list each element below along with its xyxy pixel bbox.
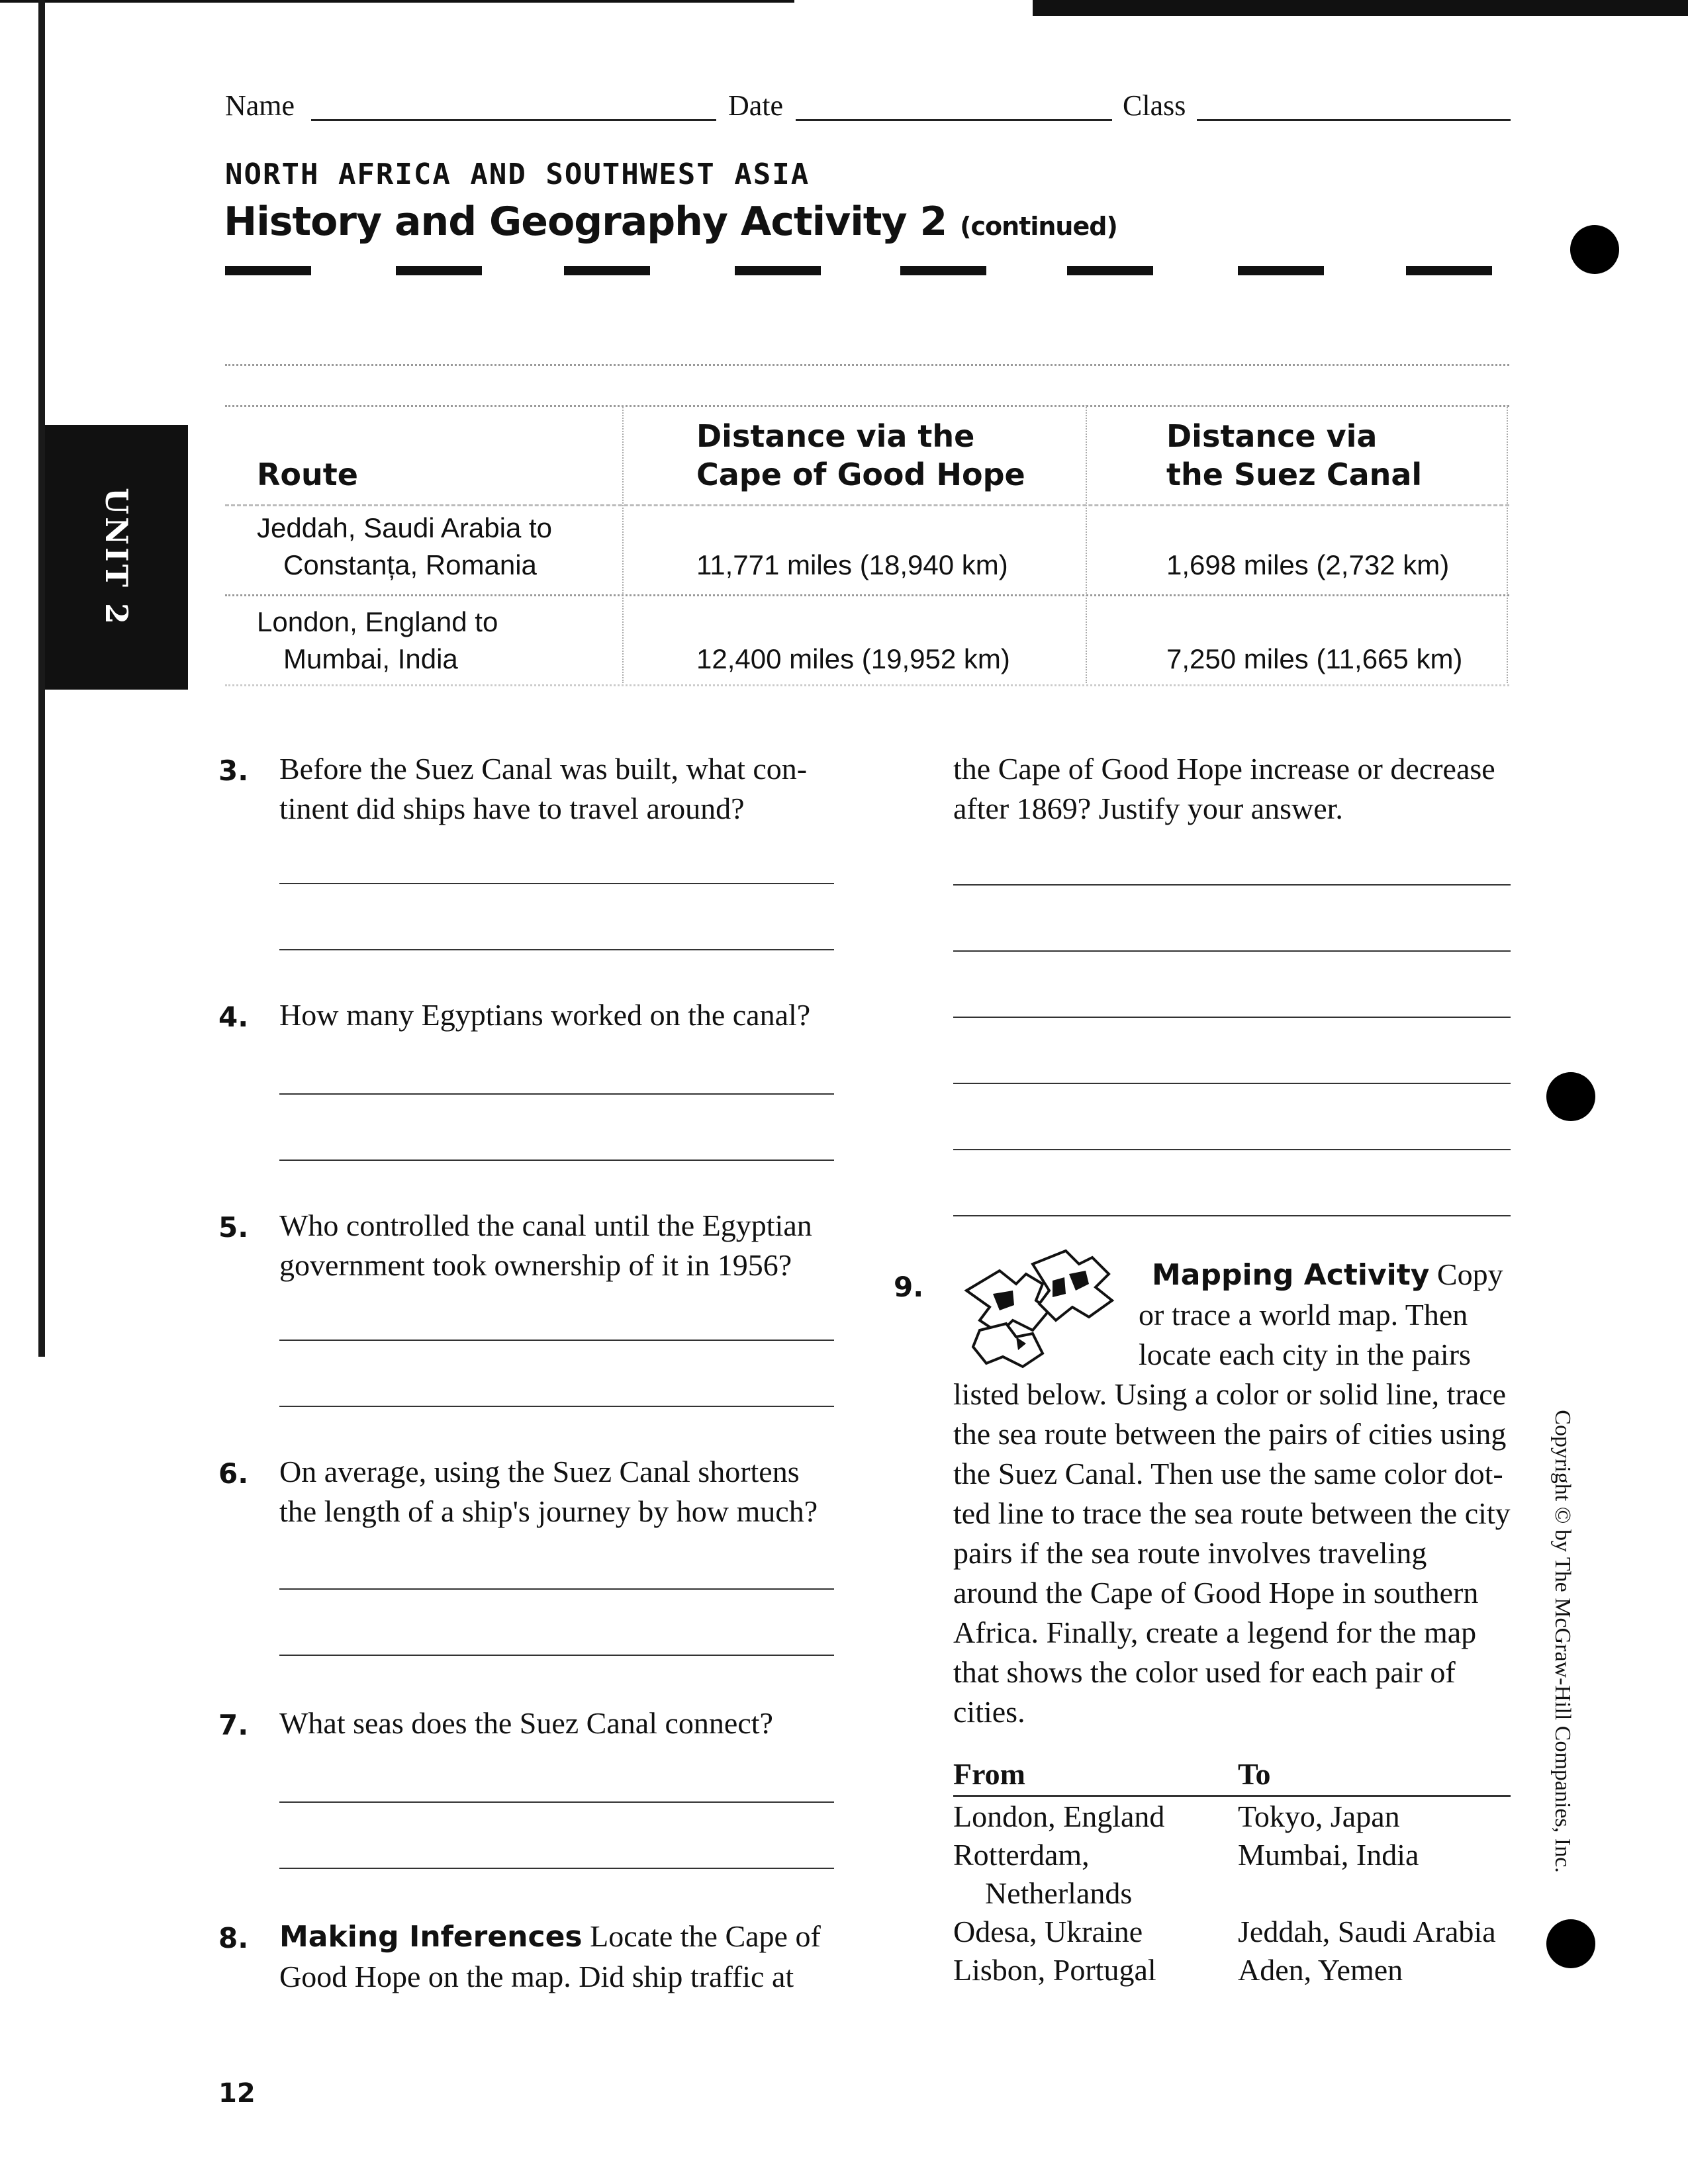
list-item: Jeddah, Saudi Arabia (1238, 1915, 1496, 1948)
question-8-line2: Good Hope on the map. Did ship traffic at (279, 1960, 794, 1993)
table-header-suez (1166, 417, 1422, 494)
scan-top-edge (0, 0, 1688, 16)
name-label: Name (225, 89, 295, 122)
question-9-line: Africa. Finally, create a legend for the map (953, 1615, 1477, 1649)
question-8-line1: Locate the Cape of (590, 1919, 821, 1953)
copyright-notice: Copyright © by The McGraw-Hill Companies, Inc. (1550, 1410, 1575, 1873)
question-9-lead: Mapping Activity (1152, 1258, 1430, 1292)
question-9-line: that shows the color used for each pair of (953, 1655, 1456, 1689)
class-field[interactable] (1197, 119, 1511, 121)
date-label: Date (728, 89, 784, 122)
question-9-line: or trace a world map. Then (1139, 1298, 1468, 1332)
header-cape-line2: Cape of Good Hope (696, 457, 1025, 492)
question-9-text (953, 1255, 1511, 1732)
question-4-number: 4. (218, 1001, 249, 1033)
header-suez-line1: Distance via (1166, 418, 1378, 454)
question-8-continued (953, 749, 1495, 829)
answer-line-3a[interactable] (279, 883, 834, 884)
hole-punch-top (1570, 225, 1619, 274)
question-9-number: 9. (894, 1271, 924, 1303)
answer-line-8c[interactable] (953, 1017, 1511, 1018)
list-item: Tokyo, Japan (1238, 1799, 1400, 1833)
unit-tab (45, 425, 188, 690)
question-3-number: 3. (218, 754, 249, 787)
page-number: 12 (218, 2078, 256, 2109)
answer-line-8f[interactable] (953, 1215, 1511, 1216)
suez-distance: 7,250 miles (11,665 km) (1166, 643, 1463, 674)
answer-line-8e[interactable] (953, 1149, 1511, 1150)
question-6-number: 6. (218, 1457, 249, 1490)
answer-line-6b[interactable] (279, 1655, 834, 1656)
question-3-line1: Before the Suez Canal was built, what con- (279, 752, 808, 786)
hole-punch-middle (1546, 1072, 1595, 1121)
table-header-cape (696, 417, 1025, 494)
question-9-line: cities. (953, 1695, 1025, 1729)
city-to-list (1238, 1797, 1496, 1989)
list-item: Odesa, Ukraine (953, 1915, 1143, 1948)
city-table-header-to: To (1238, 1757, 1271, 1791)
question-8-lead: Making Inferences (279, 1920, 583, 1954)
list-item: Aden, Yemen (1238, 1953, 1403, 1987)
question-9-line: around the Cape of Good Hope in southern (953, 1576, 1479, 1610)
header-cape-line1: Distance via the (696, 418, 975, 454)
question-6-text (279, 1452, 818, 1531)
list-item: London, England (953, 1799, 1165, 1833)
list-item: Lisbon, Portugal (953, 1953, 1156, 1987)
list-item: Rotterdam, (953, 1838, 1090, 1872)
hole-punch-bottom (1546, 1919, 1595, 1968)
question-7-text: What seas does the Suez Canal connect? (279, 1706, 773, 1740)
class-label: Class (1123, 89, 1186, 122)
route-distance-table (225, 344, 1509, 688)
question-9-line: pairs if the sea route involves traveling (953, 1536, 1427, 1570)
question-5-line2: government took ownership of it in 1956? (279, 1248, 792, 1282)
answer-line-8a[interactable] (953, 884, 1511, 886)
question-5-line1: Who controlled the canal until the Egyptian (279, 1208, 812, 1242)
table-row (257, 604, 498, 678)
title-rule (225, 266, 1503, 275)
route-line2: Constanța, Romania (283, 549, 537, 580)
question-4-text: How many Egyptians worked on the canal? (279, 998, 811, 1032)
answer-line-4b[interactable] (279, 1160, 834, 1161)
answer-line-5b[interactable] (279, 1406, 834, 1407)
date-field[interactable] (796, 119, 1112, 121)
city-table-rule (953, 1795, 1511, 1797)
question-8-cont-line1: the Cape of Good Hope increase or decrease (953, 752, 1495, 786)
question-9-line: Copy (1436, 1257, 1503, 1291)
route-line1: Jeddah, Saudi Arabia to (257, 512, 553, 543)
answer-line-5a[interactable] (279, 1340, 834, 1341)
suez-distance: 1,698 miles (2,732 km) (1166, 549, 1450, 580)
cape-distance: 12,400 miles (19,952 km) (696, 643, 1010, 674)
question-6-line2: the length of a ship's journey by how much? (279, 1494, 818, 1528)
scan-left-edge (38, 0, 45, 1357)
cape-distance: 11,771 miles (18,940 km) (696, 549, 1008, 580)
question-5-text (279, 1206, 812, 1285)
table-row (257, 510, 552, 584)
question-9-line: ted line to trace the sea route between the city (953, 1496, 1511, 1530)
section-heading: NORTH AFRICA AND SOUTHWEST ASIA (225, 158, 810, 191)
title-suffix: (continued) (960, 212, 1117, 241)
answer-line-7a[interactable] (279, 1801, 834, 1803)
route-line1: London, England to (257, 606, 498, 637)
name-field[interactable] (311, 119, 716, 121)
unit-tab-label: UNIT 2 (99, 488, 134, 627)
city-from-list (953, 1797, 1164, 1989)
question-9-line: locate each city in the pairs (1139, 1338, 1471, 1371)
question-9-line: listed below. Using a color or solid line, trace (953, 1377, 1507, 1411)
question-8-text (279, 1917, 821, 1997)
list-item: Netherlands (985, 1876, 1133, 1910)
city-table-header-from: From (953, 1757, 1026, 1791)
answer-line-6a[interactable] (279, 1588, 834, 1590)
answer-line-8b[interactable] (953, 950, 1511, 952)
header-suez-line2: the Suez Canal (1166, 457, 1423, 492)
answer-line-4a[interactable] (279, 1093, 834, 1095)
answer-line-8d[interactable] (953, 1083, 1511, 1084)
table-header-route: Route (257, 457, 358, 492)
answer-line-3b[interactable] (279, 949, 834, 950)
question-6-line1: On average, using the Suez Canal shortens (279, 1455, 800, 1488)
question-9-line: the Suez Canal. Then use the same color dot- (953, 1457, 1503, 1490)
question-5-number: 5. (218, 1211, 249, 1244)
question-9-line: the sea route between the pairs of cities using (953, 1417, 1507, 1451)
page-title (224, 199, 1117, 245)
answer-line-7b[interactable] (279, 1868, 834, 1869)
route-line2: Mumbai, India (283, 643, 458, 674)
question-8-cont-line2: after 1869? Justify your answer. (953, 792, 1343, 825)
question-8-number: 8. (218, 1922, 249, 1954)
question-3-line2: tinent did ships have to travel around? (279, 792, 745, 825)
question-3-text (279, 749, 807, 829)
question-7-number: 7. (218, 1709, 249, 1741)
list-item: Mumbai, India (1238, 1838, 1419, 1872)
title-text: History and Geography Activity 2 (224, 199, 947, 245)
